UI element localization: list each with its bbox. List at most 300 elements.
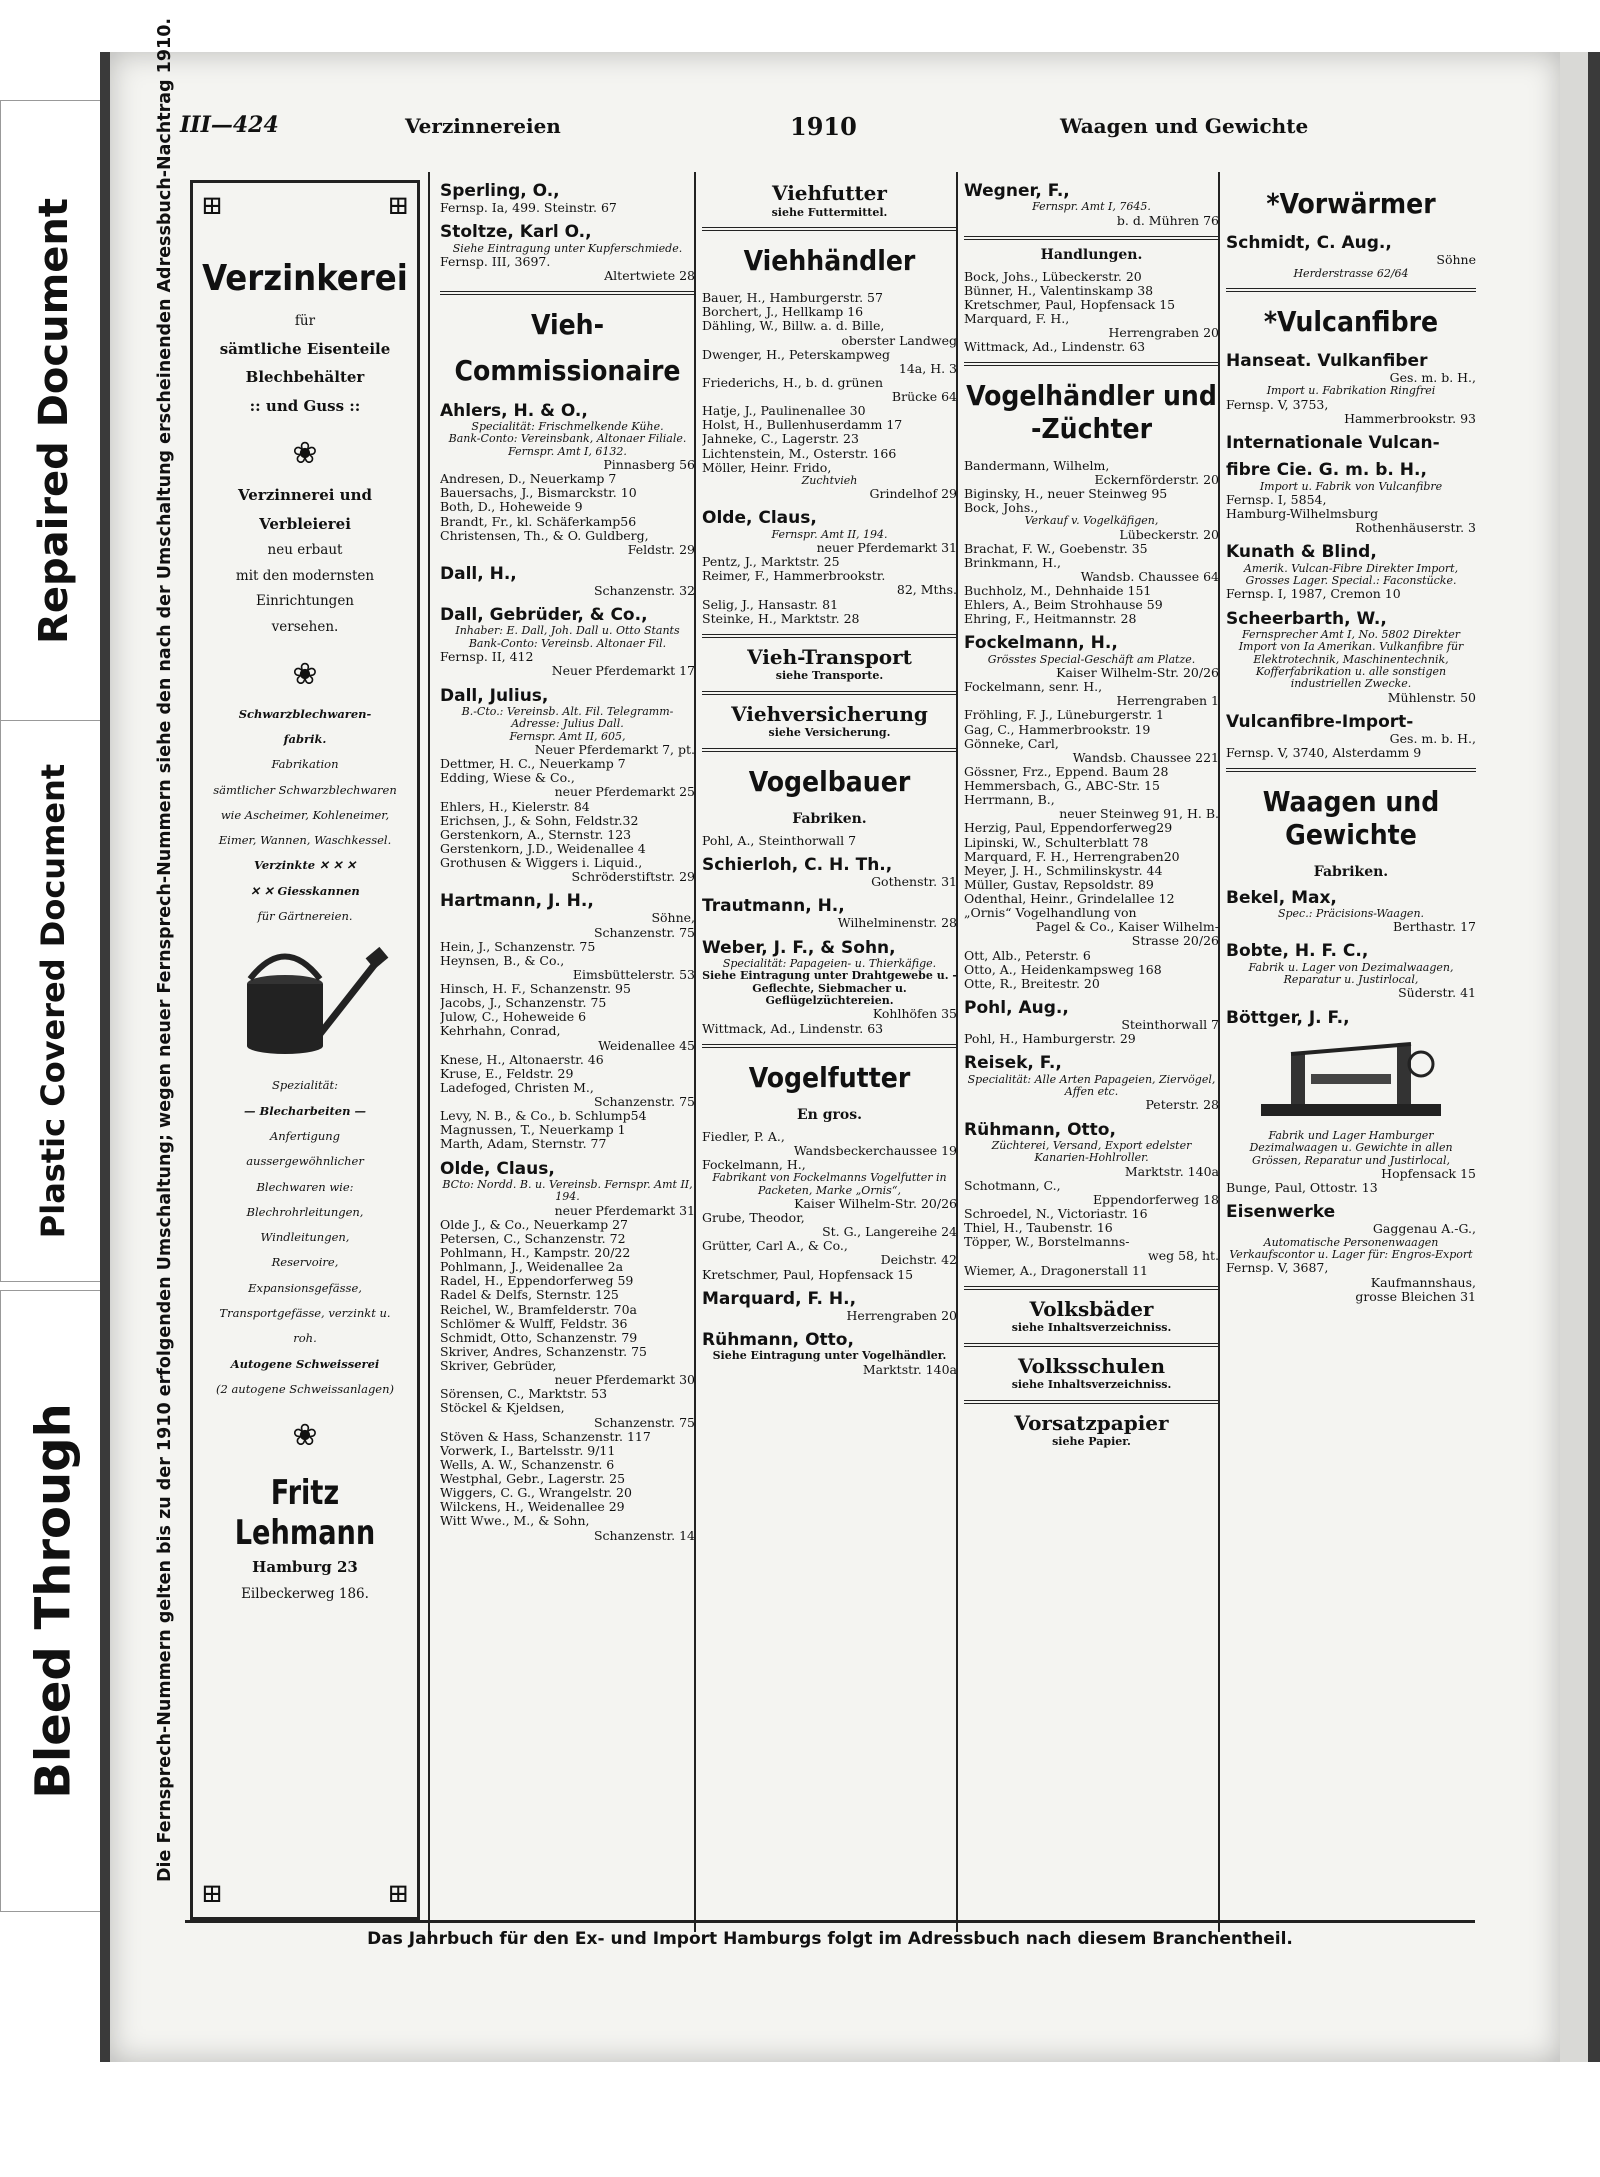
- entry-name: Olde, Claus,: [702, 508, 817, 529]
- reference-note: siehe Inhaltsverzeichniss.: [1011, 1378, 1172, 1392]
- entry-line: Thiel, H., Taubenstr. 16: [964, 1221, 1113, 1236]
- entry-note: Siehe Eintragung unter Kupferschmiede.: [452, 241, 683, 255]
- entry-note: Fernspr. Amt II, 605,: [509, 729, 626, 743]
- entry-note: Spec.: Präcisions-Waagen.: [1277, 906, 1425, 920]
- ad-line: Spezialität:: [272, 1078, 338, 1093]
- entry-line: Fernsp. V, 3753,: [1226, 397, 1329, 412]
- entry-line: Radel, H., Eppendorferweg 59: [440, 1274, 634, 1289]
- footer-note: Das Jahrbuch für den Ex- und Import Hamburgs folgt im Adressbuch nach diesem Branchentheil.: [185, 1920, 1475, 1949]
- entry-line: Stöckel & Kjeldsen,: [440, 1401, 565, 1416]
- entry-name: Kunath & Blind,: [1226, 542, 1377, 563]
- entry-address: Wilhelminenstr. 28: [837, 916, 957, 931]
- entry-note: Zuchtvieh: [801, 473, 858, 487]
- entry-line: Heynsen, B., & Co.,: [440, 953, 565, 968]
- section-divider: [1226, 288, 1476, 292]
- entry-address: Weidenallee 45: [598, 1038, 695, 1053]
- ad-line: neu erbaut: [267, 542, 343, 559]
- entry-address: Berthastr. 17: [1393, 920, 1476, 935]
- ad-line: ✕ ✕ Giesskannen: [250, 883, 360, 898]
- entry-note: Bank-Conto: Vereinsb. Altonaer Fil.: [468, 636, 667, 650]
- ad-line: für: [294, 313, 316, 329]
- entry-note: Specialität: Frischmelkende Kühe.: [471, 419, 664, 433]
- entry-line: Bock, Johs., Lübeckerstr. 20: [964, 269, 1142, 284]
- page-header: [180, 112, 1470, 142]
- entry-line: Fröhling, F. J., Lüneburgerstr. 1: [964, 708, 1164, 723]
- reference-note: Siehe Eintragung unter Vogelhändler.: [712, 1349, 947, 1363]
- entry-line: Lipinski, W., Schulterblatt 78: [964, 835, 1149, 850]
- entry-line: Fockelmann, H.,: [702, 1157, 806, 1172]
- entry-name: Vulcanfibre-Import-: [1226, 711, 1414, 732]
- ornament-icon: ⊞: [387, 1879, 409, 1909]
- entry-address: Gothenstr. 31: [871, 875, 957, 890]
- entry-line: Gag, C., Hammerbrookstr. 19: [964, 722, 1151, 737]
- reference-note: siehe Versicherung.: [768, 726, 891, 740]
- entry-address: Söhne: [1436, 253, 1476, 268]
- ad-line: Fabrikation: [271, 757, 339, 772]
- section-right: Waagen und Gewichte: [1060, 114, 1309, 138]
- entry-address: St. G., Langereihe 24: [822, 1225, 957, 1240]
- entry-address: Schröderstiftstr. 29: [571, 870, 695, 885]
- entry-line: Pohl, A., Steinthorwall 7: [702, 833, 857, 848]
- entry-address: Schanzenstr. 14: [593, 1528, 695, 1543]
- entry-line: Bünner, H., Valentinskamp 38: [964, 283, 1154, 298]
- entry-line: Borchert, J., Hellkamp 16: [702, 305, 864, 320]
- entry-name: Marquard, F. H.,: [702, 1288, 857, 1309]
- entry-address: Schanzenstr. 75: [593, 1415, 695, 1430]
- entry-line: Magnussen, T., Neuerkamp 1: [440, 1123, 626, 1138]
- entry-address: Wandsb. Chaussee 221: [1072, 750, 1219, 765]
- reference-heading: Vieh-Transport: [747, 644, 912, 669]
- side-note-text: Die Fernsprech-Nummern gelten bis zu der 1910 erfolgenden Umschaltung; wegen neuer Fernsprech-Nummern siehe den nach der Umschaltung erscheinenden Adressbuch-Nachtrag 1910.: [155, 17, 175, 1882]
- entry-line: Jacobs, J., Schanzenstr. 75: [440, 996, 607, 1011]
- entry-name: Dall, Gebrüder, & Co.,: [440, 605, 648, 626]
- entry-note: B.-Cto.: Vereinsb. Alt. Fil. Telegramm-Adresse: Julius Dall.: [461, 704, 674, 731]
- entry-line: Holst, H., Bullenhuserdamm 17: [702, 418, 903, 433]
- entry-line: Müller, Gustav, Repsoldstr. 89: [964, 877, 1154, 892]
- entry-address: Deichstr. 42: [880, 1253, 957, 1268]
- entry-line: Fernsp. I, 5854,: [1226, 492, 1327, 507]
- entry-line: Buchholz, M., Dehnhaide 151: [964, 584, 1152, 599]
- entry-address: Gaggenau A.-G.,: [1372, 1222, 1476, 1237]
- entry-name: Stoltze, Karl O.,: [440, 222, 592, 243]
- entry-line: Ehlers, A., Beim Strohhause 59: [964, 598, 1163, 613]
- entry-line: Erichsen, J., & Sohn, Feldstr.32: [440, 813, 639, 828]
- entry-line: Lichtenstein, M., Osterstr. 166: [702, 446, 897, 461]
- entry-line: Pohl, H., Hamburgerstr. 29: [964, 1032, 1136, 1047]
- entry-address: oberster Landweg: [841, 333, 957, 348]
- entry-address: Süderstr. 41: [1398, 986, 1476, 1001]
- entry-note: Bank-Conto: Vereinsbank, Altonaer Filiale.: [448, 432, 687, 446]
- entry-line: Steinke, H., Marktstr. 28: [702, 611, 860, 626]
- entry-address: Kohlhöfen 35: [872, 1007, 957, 1022]
- ad-line: Verzinnerei und: [238, 486, 372, 505]
- entry-name: Bekel, Max,: [1226, 887, 1337, 908]
- clover-icon: ❀: [292, 436, 318, 472]
- entry-line: Pohlmann, J., Weidenallee 2a: [440, 1260, 624, 1275]
- entry-line: Fernsp. II, 412: [440, 650, 534, 665]
- entry-line: Ehlers, H., Kielerstr. 84: [440, 799, 590, 814]
- entry-note: Herderstrasse 62/64: [1293, 266, 1409, 280]
- entry-line: Marquard, F. H.,: [964, 311, 1070, 326]
- entry-line: Marquard, F. H., Herrengraben20: [964, 849, 1180, 864]
- entry-note: Fernspr. Amt II, 194.: [771, 527, 888, 541]
- entry-address: Eckernförderstr. 20: [1094, 472, 1219, 487]
- ad-line: Verzinkte ✕ ✕ ✕: [253, 858, 357, 873]
- entry-address: Grindelhof 29: [869, 487, 957, 502]
- entry-address: Herrengraben 20: [846, 1308, 957, 1323]
- entry-line: Fernsp. I, 1987, Cremon 10: [1226, 587, 1401, 602]
- entry-line: Hatje, J., Paulinenallee 30: [702, 404, 866, 419]
- entry-address: Marktstr. 140a: [1124, 1164, 1219, 1179]
- entry-address: Brücke 64: [891, 390, 957, 405]
- entry-address: grosse Bleichen 31: [1355, 1289, 1476, 1304]
- entry-line: Reimer, F., Hammerbrookstr.: [702, 569, 886, 584]
- ad-line: fabrik.: [283, 732, 327, 746]
- reference-note: siehe Papier.: [1052, 1435, 1131, 1449]
- entry-line: Grube, Theodor,: [702, 1211, 805, 1226]
- entry-line: Petersen, C., Schanzenstr. 72: [440, 1231, 626, 1246]
- section-divider: [964, 362, 1219, 366]
- ad-line: Verbleierei: [259, 514, 351, 533]
- entry-line: Grothusen & Wiggers i. Liquid.,: [440, 856, 643, 871]
- entry-name: Dall, Julius,: [440, 685, 549, 706]
- side-note: [152, 17, 178, 1882]
- tag-plastic: [0, 720, 107, 1282]
- ornament-icon: ⊞: [201, 191, 223, 221]
- entry-address: Feldstr. 29: [627, 542, 695, 557]
- column-1: [440, 174, 695, 1934]
- entry-line: Schotmann, C.,: [964, 1178, 1061, 1193]
- entry-note: Grösstes Special-Geschäft am Platze.: [987, 652, 1196, 666]
- entry-line: Skriver, Gebrüder,: [440, 1359, 557, 1374]
- section-heading: Vogelfutter: [748, 1060, 911, 1094]
- section-divider: [964, 1400, 1219, 1404]
- entry-line: Kretschmer, Paul, Hopfensack 15: [964, 297, 1176, 312]
- entry-line: Fernsp. Ia, 499. Steinstr. 67: [440, 201, 617, 216]
- entry-line: Julow, C., Hoheweide 6: [440, 1010, 587, 1025]
- entry-note: Züchterei, Versand, Export edelster Kanarien-Hohlroller.: [991, 1138, 1192, 1165]
- entry-line: Sörensen, C., Marktstr. 53: [440, 1387, 608, 1402]
- reference-heading: Viehfutter: [772, 181, 887, 205]
- reference-heading: Viehversicherung: [731, 701, 928, 726]
- entry-line: Friederichs, H., b. d. grünen: [702, 375, 884, 390]
- entry-line: Wittmack, Ad., Lindenstr. 63: [702, 1021, 884, 1036]
- entry-line: Ehring, F., Heitmannstr. 28: [964, 612, 1137, 627]
- ad-line: Windleitungen,: [260, 1230, 350, 1245]
- entry-name: Dall, H.,: [440, 563, 517, 584]
- section-divider: [440, 291, 695, 295]
- entry-line: Möller, Heinr. Frido,: [702, 460, 832, 475]
- entry-address: Schanzenstr. 75: [593, 1095, 695, 1110]
- ad-line: Blechwaren wie:: [256, 1179, 354, 1194]
- section-heading: Vogelbauer: [748, 764, 911, 798]
- section-divider: [702, 748, 957, 752]
- entry-line: Andresen, D., Neuerkamp 7: [440, 472, 617, 487]
- entry-address: Wandsb. Chaussee 64: [1080, 569, 1219, 584]
- section-divider: [702, 1044, 957, 1048]
- entry-name: Fockelmann, H.,: [964, 633, 1118, 654]
- ad-line: roh.: [293, 1331, 317, 1346]
- ad-line: :: und Guss ::: [249, 396, 361, 415]
- entry-line: „Ornis“ Vogelhandlung von: [964, 906, 1137, 921]
- entry-address: neuer Pferdemarkt 31: [816, 541, 957, 555]
- advertisement: [190, 180, 420, 1920]
- entry-name: Scheerbarth, W.,: [1226, 608, 1387, 629]
- entry-line: Bunge, Paul, Ottostr. 13: [1226, 1181, 1378, 1196]
- entry-name: Internationale Vulcan-: [1226, 433, 1440, 454]
- entry-note: BCto: Nordd. B. u. Vereinsb. Fernspr. Amt II, 194.: [442, 1177, 693, 1204]
- ad-line: mit den modernsten: [235, 567, 375, 584]
- entry-name: Rühmann, Otto,: [964, 1119, 1116, 1140]
- entry-name: Weber, J. F., & Sohn,: [702, 937, 896, 958]
- entry-line: Levy, N. B., & Co., b. Schlump54: [440, 1109, 647, 1124]
- entry-name: Eisenwerke: [1226, 1202, 1336, 1223]
- entry-address: Herrengraben 1: [1116, 694, 1219, 709]
- entry-note: Import u. Fabrik von Vulcanfibre: [1259, 479, 1443, 493]
- entry-line: Bauer, H., Hamburgerstr. 57: [702, 291, 883, 306]
- entry-note: Fabrikant von Fockelmanns Vogelfutter in Packeten, Marke „Ornis“,: [712, 1171, 947, 1197]
- entry-name: Reisek, F.,: [964, 1053, 1062, 1074]
- entry-line: Wiemer, A., Dragonerstall 11: [964, 1263, 1148, 1278]
- entry-line: Reichel, W., Bramfelderstr. 70a: [440, 1302, 637, 1317]
- entry-line: Otte, R., Breitestr. 20: [964, 976, 1100, 991]
- entry-line: Fernsp. III, 3697.: [440, 254, 551, 269]
- ad-line: Transportgefässe, verzinkt u.: [219, 1306, 391, 1321]
- entry-note: Fernsprecher Amt I, No. 5802 Direkter Import von Ia Amerikan. Vulkanfibre für Elektrotechnik, Maschinentechnik, Kofferfabrikation u. alle sonstigen industriellen Zwecke.: [1238, 627, 1464, 691]
- entry-note: Verkauf v. Vogelkäfigen,: [1024, 514, 1159, 528]
- tag-bleed-label: Bleed Through: [25, 1403, 82, 1799]
- entry-line: Biginsky, H., neuer Steinweg 95: [964, 486, 1168, 501]
- entry-note: Fabrik und Lager Hamburger Dezimalwaagen u. Gewichte in allen Grössen, Reparatur und Justirlocal,: [1249, 1128, 1453, 1167]
- entry-line: Westphal, Gebr., Lagerstr. 25: [440, 1472, 626, 1487]
- ad-line: sämtliche Eisenteile: [219, 339, 391, 358]
- subheading: Fabriken.: [792, 810, 867, 827]
- entry-line: Pohlmann, H., Kampstr. 20/22: [440, 1246, 631, 1261]
- entry-line: Ladefoged, Christen M.,: [440, 1080, 594, 1095]
- column-3: [964, 174, 1219, 1934]
- entry-address: Ges. m. b. H.,: [1389, 732, 1476, 747]
- entry-line: Bandermann, Wilhelm,: [964, 458, 1110, 473]
- page-number: III—424: [180, 112, 279, 138]
- entry-line: Wiggers, C. G., Wrangelstr. 20: [440, 1486, 632, 1501]
- ad-street: Eilbeckerweg 186.: [241, 1585, 369, 1602]
- entry-address: neuer Pferdemarkt 30: [554, 1373, 695, 1388]
- entry-address: Hammerbrookstr. 93: [1344, 412, 1476, 426]
- tag-plastic-label: Plastic Covered Document: [34, 763, 73, 1239]
- entry-name: Schierloh, C. H. Th.,: [702, 854, 893, 875]
- section-heading: *Vulcanfibre: [1263, 304, 1439, 338]
- entry-line: Wittmack, Ad., Lindenstr. 63: [964, 340, 1146, 355]
- ad-line: wie Ascheimer, Kohleneimer,: [220, 807, 390, 822]
- entry-line: Both, D., Hoheweide 9: [440, 500, 583, 515]
- ad-line: Schwarzblechwaren-: [238, 706, 372, 721]
- entry-line: Schmidt, Otto, Schanzenstr. 79: [440, 1330, 638, 1345]
- entry-line: Otto, A., Heidenkampsweg 168: [964, 962, 1162, 977]
- section-left: Verzinnereien: [405, 114, 561, 138]
- section-divider: [1226, 768, 1476, 772]
- entry-address: Neuer Pferdemarkt 7, pt.: [534, 743, 695, 758]
- column-4: [1226, 174, 1476, 1934]
- entry-line: Gönneke, Carl,: [964, 736, 1059, 751]
- entry-line: Schlömer & Wulff, Feldstr. 36: [440, 1316, 628, 1331]
- entry-note: Fabrik u. Lager von Dezimalwaagen, Reparatur u. Justirlocal,: [1248, 960, 1454, 986]
- entry-name: Schmidt, C. Aug.,: [1226, 233, 1392, 254]
- entry-name: Hanseat. Vulkanfiber: [1226, 351, 1428, 372]
- entry-line: Hamburg-Wilhelmsburg: [1226, 507, 1379, 522]
- entry-line: Dähling, W., Billw. a. d. Bille,: [702, 319, 885, 334]
- entry-address: neuer Pferdemarkt 31: [554, 1203, 695, 1218]
- entry-address: Rothenhäuserstr. 3: [1355, 521, 1476, 536]
- tag-repaired-label: Repaired Document: [30, 198, 77, 644]
- entry-name: Trautmann, H.,: [702, 896, 845, 917]
- section-divider: [964, 236, 1219, 240]
- entry-address: Neuer Pferdemarkt 17: [551, 664, 695, 679]
- ad-line: Blechrohrleitungen,: [246, 1204, 364, 1219]
- entry-address: Strasse 20/26: [1131, 934, 1219, 949]
- section-divider: [702, 634, 957, 638]
- reference-heading: Volksbäder: [1029, 1296, 1154, 1321]
- entry-note: Specialität: Alle Arten Papageien, Ziervögel, Affen etc.: [967, 1072, 1216, 1099]
- ad-line: Anfertigung: [269, 1128, 341, 1143]
- entry-line: Radel & Delfs, Sternstr. 125: [440, 1288, 619, 1303]
- entry-address: Wandsbeckerchaussee 19: [793, 1143, 957, 1158]
- entry-address: Hopfensack 15: [1381, 1166, 1476, 1181]
- ad-line: — Blecharbeiten —: [243, 1103, 366, 1118]
- reference-heading: Volksschulen: [1017, 1353, 1166, 1378]
- ad-line: versehen.: [271, 619, 339, 636]
- clover-icon: ❀: [292, 656, 318, 692]
- entry-address: b. d. Mühren 76: [1116, 213, 1219, 228]
- reference-note: siehe Inhaltsverzeichniss.: [1011, 1321, 1172, 1335]
- scanned-page-frame: [100, 17, 1600, 2062]
- ad-line: Blechbehälter: [245, 368, 365, 387]
- entry-line: Jahneke, C., Lagerstr. 23: [702, 432, 859, 447]
- section-heading: Vieh-: [530, 308, 605, 342]
- ornament-icon: ⊞: [201, 1879, 223, 1909]
- clover-icon: ❀: [292, 1418, 318, 1454]
- entry-line: Marth, Adam, Sternstr. 77: [440, 1137, 607, 1152]
- entry-address: Lübeckerstr. 20: [1119, 527, 1219, 542]
- ad-line: für Gärtnereien.: [257, 909, 353, 924]
- ad-line: Expansionsgefässe,: [248, 1280, 362, 1295]
- entry-line: Witt Wwe., M., & Sohn,: [440, 1514, 590, 1529]
- entry-line: Edding, Wiese & Co.,: [440, 771, 575, 786]
- entry-line: Gössner, Frz., Eppend. Baum 28: [964, 764, 1169, 779]
- entry-name: Wegner, F.,: [964, 181, 1070, 201]
- ornament-icon: ⊞: [387, 191, 409, 221]
- entry-line: Christensen, Th., & O. Guldberg,: [440, 528, 649, 543]
- entry-line: Fernsp. V, 3740, Alsterdamm 9: [1226, 746, 1422, 761]
- entry-name: Hartmann, J. H.,: [440, 891, 594, 912]
- entry-line: Wilckens, H., Weidenallee 29: [440, 1500, 625, 1515]
- entry-line: Hinsch, H. F., Schanzenstr. 95: [440, 982, 631, 997]
- reference-note: siehe Transporte.: [775, 669, 884, 683]
- entry-name: fibre Cie. G. m. b. H.,: [1226, 460, 1427, 481]
- entry-address: 82, Mths.: [896, 583, 957, 598]
- entry-address: Eppendorferweg 18: [1092, 1192, 1219, 1207]
- subheading: Fabriken.: [1313, 863, 1389, 880]
- entry-note: Fernspr. Amt I, 6132.: [508, 444, 627, 458]
- entry-line: Pentz, J., Marktstr. 25: [702, 555, 840, 570]
- ad-city: Hamburg 23: [252, 1558, 358, 1577]
- entry-address: neuer Steinweg 91, H. B.: [1059, 807, 1219, 822]
- ad-title: Verzinkerei: [202, 258, 408, 299]
- reference-note: siehe Futtermittel.: [771, 205, 888, 219]
- entry-address: Altertwiete 28: [604, 269, 695, 284]
- entry-line: Herzig, Paul, Eppendorferweg29: [964, 821, 1173, 836]
- entry-address: Herrengraben 20: [1108, 326, 1219, 341]
- watering-can-icon: [220, 939, 390, 1069]
- entry-note: Automatische Personenwaagen Verkaufscontor u. Lager für: Engros-Export: [1229, 1235, 1473, 1261]
- entry-line: Fernsp. V, 3687,: [1226, 1261, 1329, 1276]
- section-divider: [964, 1286, 1219, 1290]
- reference-heading: Vorsatzpapier: [1014, 1410, 1169, 1435]
- entry-line: Odenthal, Heinr., Grindelallee 12: [964, 892, 1175, 907]
- entry-line: Grütter, Carl A., & Co.,: [702, 1239, 848, 1254]
- reference-note: Siehe Eintragung unter Drahtgewebe u. -Geflechte, Siebmacher u. Geflügelzüchtereien.: [702, 969, 957, 1008]
- entry-address: Schanzenstr. 32: [593, 584, 695, 599]
- entry-address: Kaufmannshaus,: [1370, 1275, 1476, 1290]
- entry-line: Knese, H., Altonaerstr. 46: [440, 1052, 604, 1067]
- ad-line: Reservoire,: [271, 1255, 339, 1270]
- column-2: [702, 174, 957, 1934]
- entry-address: Mühlenstr. 50: [1387, 690, 1476, 705]
- entry-line: Brinkmann, H.,: [964, 555, 1061, 570]
- ad-line: aussergewöhnlicher: [246, 1154, 364, 1169]
- entry-line: Dettmer, H. C., Neuerkamp 7: [440, 757, 626, 772]
- entry-line: Gerstenkorn, A., Sternstr. 123: [440, 827, 632, 842]
- tag-repaired: [0, 100, 107, 742]
- entry-address: 14a, H. 3: [898, 361, 957, 376]
- ad-line: sämtlicher Schwarzblechwaren: [213, 782, 397, 797]
- entry-line: Kruse, E., Feldstr. 29: [440, 1066, 574, 1081]
- year: 1910: [790, 112, 857, 141]
- section-heading: Waagen und Gewichte: [1262, 785, 1440, 851]
- entry-line: Bauersachs, J., Bismarckstr. 10: [440, 486, 637, 501]
- entry-line: Herrmann, B.,: [964, 793, 1055, 808]
- directory-page: [110, 17, 1588, 2062]
- entry-address: Steinthorwall 7: [1121, 1018, 1219, 1033]
- ad-line: Autogene Schweisserei: [230, 1356, 380, 1371]
- entry-name: Böttger, J. F.,: [1226, 1007, 1350, 1028]
- subheading: En gros.: [797, 1106, 862, 1123]
- column-rule: [428, 172, 430, 1932]
- entry-line: Kretschmer, Paul, Hopfensack 15: [702, 1267, 914, 1282]
- entry-line: Töpper, W., Borstelmanns-: [964, 1235, 1130, 1250]
- entry-line: Olde J., & Co., Neuerkamp 27: [440, 1217, 628, 1232]
- entry-line: Wells, A. W., Schanzenstr. 6: [440, 1457, 615, 1472]
- entry-line: Selig, J., Hansastr. 81: [702, 597, 839, 612]
- entry-line: Meyer, J. H., Schmilinskystr. 44: [964, 863, 1163, 878]
- entry-line: Vorwerk, I., Bartelsstr. 9/11: [440, 1443, 616, 1458]
- entry-note: Specialität: Papageien- u. Thierkäfige.: [722, 956, 937, 970]
- section-divider: [702, 691, 957, 695]
- entry-line: Dwenger, H., Peterskampweg: [702, 347, 890, 362]
- entry-line: Brandt, Fr., kl. Schäferkamp56: [440, 514, 637, 529]
- entry-line: Hemmersbach, G., ABC-Str. 15: [964, 779, 1160, 794]
- entry-address: Ges. m. b. H.,: [1389, 371, 1476, 386]
- scale-illustration-icon: [1251, 1034, 1451, 1124]
- entry-line: Skriver, Andres, Schanzenstr. 75: [440, 1344, 647, 1359]
- ad-line: Einrichtungen: [255, 593, 355, 610]
- entry-line: Fiedler, P. A.,: [702, 1129, 785, 1144]
- subheading: Handlungen.: [1040, 246, 1143, 263]
- entry-name: Olde, Claus,: [440, 1158, 555, 1179]
- entry-address: Schanzenstr. 75: [593, 925, 695, 940]
- entry-address: Kaiser Wilhelm-Str. 20/26: [1056, 666, 1219, 681]
- section-divider: [702, 227, 957, 231]
- document-tags: [0, 100, 105, 1800]
